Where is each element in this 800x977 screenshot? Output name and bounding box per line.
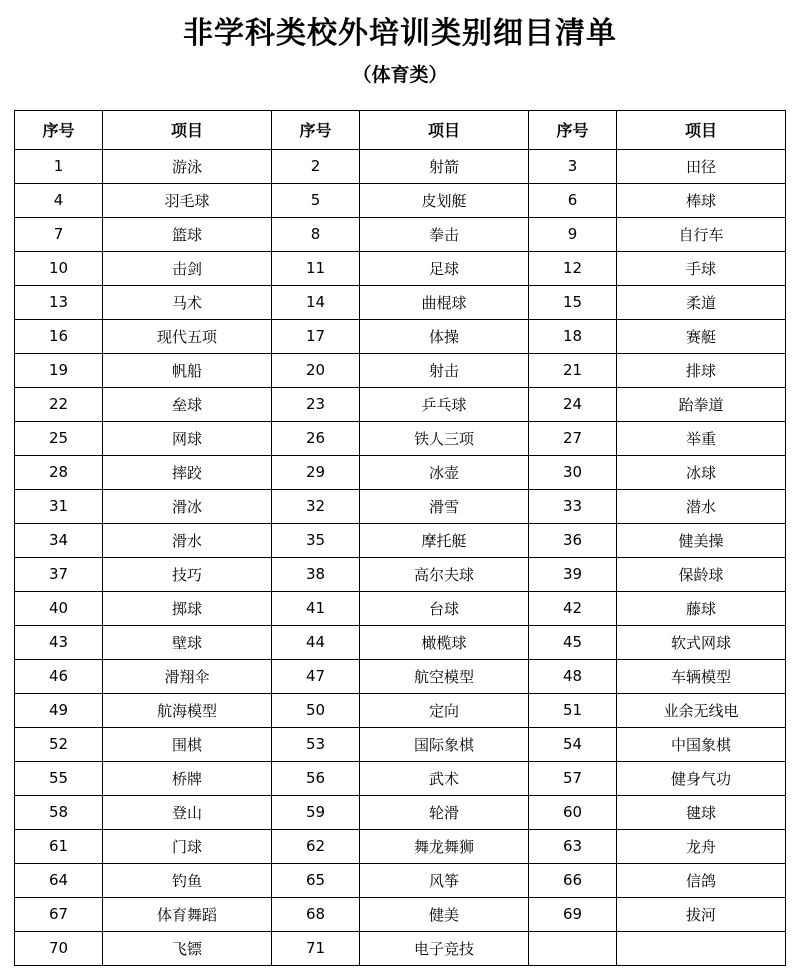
cell-item-name: 信鸽 <box>617 863 786 897</box>
cell-sequence-number: 25 <box>15 421 103 455</box>
cell-sequence-number: 63 <box>529 829 617 863</box>
cell-item-name: 排球 <box>617 353 786 387</box>
cell-item-name: 钓鱼 <box>103 863 272 897</box>
cell-item-name: 赛艇 <box>617 319 786 353</box>
cell-sequence-number: 65 <box>272 863 360 897</box>
cell-sequence-number: 2 <box>272 149 360 183</box>
table-row <box>15 489 786 523</box>
cell-sequence-number: 52 <box>15 727 103 761</box>
column-header-item-3: 项目 <box>617 110 786 149</box>
cell-sequence-number: 7 <box>15 217 103 251</box>
cell-item-name: 航空模型 <box>360 659 529 693</box>
cell-item-name: 羽毛球 <box>103 183 272 217</box>
cell-item-name: 曲棍球 <box>360 285 529 319</box>
cell-item-name: 健身气功 <box>617 761 786 795</box>
table-container <box>14 110 786 966</box>
table-row <box>15 557 786 591</box>
cell-item-name: 铁人三项 <box>360 421 529 455</box>
cell-sequence-number: 6 <box>529 183 617 217</box>
cell-item-name: 自行车 <box>617 217 786 251</box>
document-page <box>0 14 800 977</box>
category-listing-table <box>14 110 786 966</box>
cell-sequence-number: 37 <box>15 557 103 591</box>
cell-item-name: 帆船 <box>103 353 272 387</box>
cell-sequence-number: 27 <box>529 421 617 455</box>
cell-item-name: 棒球 <box>617 183 786 217</box>
cell-sequence-number: 36 <box>529 523 617 557</box>
cell-sequence-number: 54 <box>529 727 617 761</box>
cell-sequence-number: 41 <box>272 591 360 625</box>
column-header-no-3: 序号 <box>529 110 617 149</box>
cell-sequence-number: 45 <box>529 625 617 659</box>
table-row <box>15 387 786 421</box>
cell-sequence-number: 15 <box>529 285 617 319</box>
column-header-no-2: 序号 <box>272 110 360 149</box>
cell-sequence-number: 30 <box>529 455 617 489</box>
cell-sequence-number: 56 <box>272 761 360 795</box>
cell-sequence-number: 47 <box>272 659 360 693</box>
cell-sequence-number: 62 <box>272 829 360 863</box>
cell-item-name: 业余无线电 <box>617 693 786 727</box>
cell-sequence-number: 3 <box>529 149 617 183</box>
cell-sequence-number: 13 <box>15 285 103 319</box>
cell-item-name: 技巧 <box>103 557 272 591</box>
cell-sequence-number: 33 <box>529 489 617 523</box>
cell-item-name: 体育舞蹈 <box>103 897 272 931</box>
table-row <box>15 727 786 761</box>
cell-item-name: 轮滑 <box>360 795 529 829</box>
cell-sequence-number: 71 <box>272 931 360 965</box>
cell-item-name: 中国象棋 <box>617 727 786 761</box>
cell-sequence-number: 60 <box>529 795 617 829</box>
table-row <box>15 931 786 965</box>
cell-item-name: 冰壶 <box>360 455 529 489</box>
cell-sequence-number: 21 <box>529 353 617 387</box>
cell-item-name: 台球 <box>360 591 529 625</box>
cell-item-name: 摩托艇 <box>360 523 529 557</box>
cell-sequence-number: 57 <box>529 761 617 795</box>
cell-item-name: 壁球 <box>103 625 272 659</box>
cell-item-name: 围棋 <box>103 727 272 761</box>
cell-sequence-number: 4 <box>15 183 103 217</box>
table-row <box>15 591 786 625</box>
cell-item-name: 拳击 <box>360 217 529 251</box>
cell-item-name: 柔道 <box>617 285 786 319</box>
page-title: 非学科类校外培训类别细目清单 <box>183 16 617 51</box>
table-row <box>15 863 786 897</box>
cell-sequence-number: 61 <box>15 829 103 863</box>
cell-item-name: 跆拳道 <box>617 387 786 421</box>
cell-item-name: 射箭 <box>360 149 529 183</box>
cell-item-name: 滑翔伞 <box>103 659 272 693</box>
cell-sequence-number: 32 <box>272 489 360 523</box>
cell-item-name: 门球 <box>103 829 272 863</box>
cell-item-name: 足球 <box>360 251 529 285</box>
cell-item-name: 摔跤 <box>103 455 272 489</box>
table-row <box>15 795 786 829</box>
cell-item-name: 高尔夫球 <box>360 557 529 591</box>
cell-sequence-number: 18 <box>529 319 617 353</box>
cell-item-name: 武术 <box>360 761 529 795</box>
cell-sequence-number: 26 <box>272 421 360 455</box>
cell-item-name: 田径 <box>617 149 786 183</box>
cell-sequence-number: 12 <box>529 251 617 285</box>
cell-item-name: 皮划艇 <box>360 183 529 217</box>
cell-item-name: 篮球 <box>103 217 272 251</box>
cell-sequence-number: 38 <box>272 557 360 591</box>
cell-sequence-number: 11 <box>272 251 360 285</box>
cell-sequence-number: 1 <box>15 149 103 183</box>
cell-sequence-number: 66 <box>529 863 617 897</box>
cell-item-name: 手球 <box>617 251 786 285</box>
cell-sequence-number: 43 <box>15 625 103 659</box>
column-header-item-2: 项目 <box>360 110 529 149</box>
table-header-row <box>15 110 786 149</box>
cell-sequence-number: 19 <box>15 353 103 387</box>
cell-item-name: 滑雪 <box>360 489 529 523</box>
table-row <box>15 659 786 693</box>
cell-sequence-number: 22 <box>15 387 103 421</box>
table-row <box>15 217 786 251</box>
cell-sequence-number: 42 <box>529 591 617 625</box>
cell-item-name: 潜水 <box>617 489 786 523</box>
cell-item-name: 软式网球 <box>617 625 786 659</box>
cell-sequence-number: 50 <box>272 693 360 727</box>
cell-item-name: 拔河 <box>617 897 786 931</box>
cell-sequence-number: 64 <box>15 863 103 897</box>
cell-sequence-number: 28 <box>15 455 103 489</box>
table-row <box>15 421 786 455</box>
cell-item-name: 车辆模型 <box>617 659 786 693</box>
cell-sequence-number: 8 <box>272 217 360 251</box>
column-header-item-1: 项目 <box>103 110 272 149</box>
cell-sequence-number: 23 <box>272 387 360 421</box>
cell-sequence-number: 67 <box>15 897 103 931</box>
table-row <box>15 625 786 659</box>
column-header-no-1: 序号 <box>15 110 103 149</box>
cell-item-name: 桥牌 <box>103 761 272 795</box>
cell-sequence-number: 10 <box>15 251 103 285</box>
table-row <box>15 897 786 931</box>
cell-sequence-number: 59 <box>272 795 360 829</box>
cell-item-name: 毽球 <box>617 795 786 829</box>
cell-sequence-number: 40 <box>15 591 103 625</box>
cell-sequence-number: 20 <box>272 353 360 387</box>
cell-item-name: 举重 <box>617 421 786 455</box>
cell-item-name: 藤球 <box>617 591 786 625</box>
cell-sequence-number: 70 <box>15 931 103 965</box>
cell-sequence-number: 53 <box>272 727 360 761</box>
cell-item-name: 飞镖 <box>103 931 272 965</box>
cell-item-name: 龙舟 <box>617 829 786 863</box>
table-row <box>15 455 786 489</box>
table-body <box>15 149 786 965</box>
cell-sequence-number: 68 <box>272 897 360 931</box>
cell-sequence-number: 39 <box>529 557 617 591</box>
cell-sequence-number <box>529 931 617 965</box>
cell-sequence-number: 34 <box>15 523 103 557</box>
table-row <box>15 251 786 285</box>
cell-sequence-number: 55 <box>15 761 103 795</box>
table-row <box>15 523 786 557</box>
cell-item-name: 橄榄球 <box>360 625 529 659</box>
cell-item-name: 击剑 <box>103 251 272 285</box>
cell-sequence-number: 49 <box>15 693 103 727</box>
cell-sequence-number: 46 <box>15 659 103 693</box>
table-row <box>15 693 786 727</box>
cell-sequence-number: 58 <box>15 795 103 829</box>
table-row <box>15 353 786 387</box>
cell-item-name: 电子竞技 <box>360 931 529 965</box>
cell-item-name: 马术 <box>103 285 272 319</box>
cell-item-name: 乒乓球 <box>360 387 529 421</box>
cell-sequence-number: 35 <box>272 523 360 557</box>
cell-sequence-number: 9 <box>529 217 617 251</box>
table-row <box>15 183 786 217</box>
table-row <box>15 285 786 319</box>
cell-item-name: 登山 <box>103 795 272 829</box>
cell-sequence-number: 48 <box>529 659 617 693</box>
cell-item-name: 健美操 <box>617 523 786 557</box>
cell-item-name: 网球 <box>103 421 272 455</box>
cell-sequence-number: 69 <box>529 897 617 931</box>
cell-sequence-number: 44 <box>272 625 360 659</box>
cell-item-name <box>617 931 786 965</box>
cell-item-name: 体操 <box>360 319 529 353</box>
cell-item-name: 垒球 <box>103 387 272 421</box>
table-row <box>15 149 786 183</box>
cell-item-name: 冰球 <box>617 455 786 489</box>
table-row <box>15 829 786 863</box>
cell-sequence-number: 31 <box>15 489 103 523</box>
cell-item-name: 舞龙舞狮 <box>360 829 529 863</box>
cell-sequence-number: 24 <box>529 387 617 421</box>
cell-sequence-number: 14 <box>272 285 360 319</box>
cell-item-name: 风筝 <box>360 863 529 897</box>
cell-sequence-number: 16 <box>15 319 103 353</box>
cell-item-name: 定向 <box>360 693 529 727</box>
cell-item-name: 国际象棋 <box>360 727 529 761</box>
cell-item-name: 掷球 <box>103 591 272 625</box>
cell-sequence-number: 5 <box>272 183 360 217</box>
cell-item-name: 航海模型 <box>103 693 272 727</box>
page-subtitle: （体育类） <box>352 64 448 86</box>
cell-item-name: 游泳 <box>103 149 272 183</box>
cell-sequence-number: 29 <box>272 455 360 489</box>
table-header <box>15 110 786 149</box>
cell-sequence-number: 17 <box>272 319 360 353</box>
cell-item-name: 滑水 <box>103 523 272 557</box>
cell-item-name: 保龄球 <box>617 557 786 591</box>
table-row <box>15 319 786 353</box>
cell-item-name: 滑冰 <box>103 489 272 523</box>
cell-item-name: 健美 <box>360 897 529 931</box>
table-row <box>15 761 786 795</box>
cell-item-name: 现代五项 <box>103 319 272 353</box>
cell-sequence-number: 51 <box>529 693 617 727</box>
cell-item-name: 射击 <box>360 353 529 387</box>
